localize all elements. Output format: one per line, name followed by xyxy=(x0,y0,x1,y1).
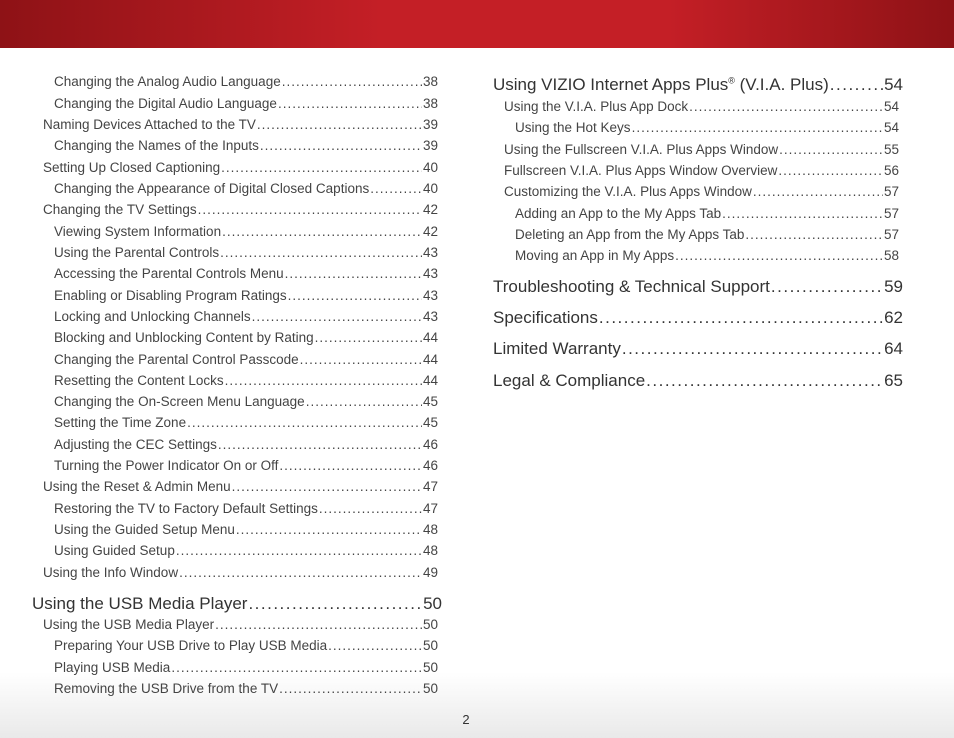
dot-leader xyxy=(282,74,422,89)
toc-page-number: 62 xyxy=(884,308,903,327)
dot-leader xyxy=(220,245,422,260)
dot-leader xyxy=(306,394,422,409)
toc-entry[interactable] xyxy=(43,617,438,634)
dot-leader xyxy=(745,227,883,242)
dot-leader xyxy=(225,373,422,388)
toc-entry[interactable] xyxy=(493,371,903,393)
toc-entry[interactable] xyxy=(504,184,899,201)
dot-leader xyxy=(675,248,883,263)
toc-page-number: 39 xyxy=(422,117,438,132)
toc-page-number: 45 xyxy=(422,415,438,430)
toc-entry-label xyxy=(54,373,224,388)
toc-page-number: 39 xyxy=(422,138,438,153)
toc-entry-text: Using VIZIO Internet Apps Plus xyxy=(493,75,729,94)
dot-leader xyxy=(689,99,883,114)
toc-entry-text: Deleting an App from the My Apps Tab xyxy=(515,227,745,242)
toc-entry-text: Adding an App to the My Apps Tab xyxy=(515,206,722,221)
toc-entry-text: Fullscreen V.I.A. Plus Apps Window Overview xyxy=(504,163,778,178)
toc-entry-label xyxy=(54,224,221,239)
toc-entry[interactable] xyxy=(515,248,899,265)
toc-entry-label xyxy=(54,501,318,516)
toc-entry-label xyxy=(515,248,674,263)
toc-entry[interactable] xyxy=(493,75,903,97)
dot-leader xyxy=(771,277,883,297)
dot-leader xyxy=(215,617,422,632)
dot-leader xyxy=(315,330,422,345)
toc-entry-text: Changing the Parental Control Passcode xyxy=(54,352,299,367)
toc-entry-text: Locking and Unlocking Channels xyxy=(54,309,251,324)
dot-leader xyxy=(248,594,422,614)
toc-entry-label xyxy=(54,266,284,281)
toc-entry-label xyxy=(43,617,214,632)
toc-entry-text: Naming Devices Attached to the TV xyxy=(43,117,256,132)
toc-entry-label xyxy=(54,681,278,696)
dot-leader xyxy=(218,437,422,452)
toc-entry-label xyxy=(54,288,287,303)
dot-leader xyxy=(722,206,883,221)
dot-leader xyxy=(221,160,422,175)
toc-page-number: 38 xyxy=(422,74,438,89)
dot-leader xyxy=(622,339,883,359)
toc-entry-text: Limited Warranty xyxy=(493,339,621,358)
toc-page-number: 64 xyxy=(884,339,903,358)
toc-page-number: 47 xyxy=(422,501,438,516)
dot-leader xyxy=(646,371,883,391)
dot-leader xyxy=(187,415,422,430)
toc-entry[interactable] xyxy=(54,660,438,677)
toc-entry-text: Changing the Names of the Inputs xyxy=(54,138,259,153)
toc-entry-text: Using the Fullscreen V.I.A. Plus Apps Window xyxy=(504,142,779,157)
toc-entry-label xyxy=(54,309,251,324)
toc-page-number: 57 xyxy=(883,227,899,242)
toc-entry-label xyxy=(493,371,645,391)
toc-entry-label xyxy=(504,99,688,114)
toc-entry[interactable] xyxy=(43,117,438,134)
toc-page-number: 43 xyxy=(422,288,438,303)
toc-entry[interactable] xyxy=(54,458,438,475)
dot-leader xyxy=(232,479,422,494)
dot-leader xyxy=(779,142,883,157)
toc-entry[interactable] xyxy=(43,479,438,496)
toc-page-number: 47 xyxy=(422,479,438,494)
toc-entry-text: Blocking and Unblocking Content by Rating xyxy=(54,330,314,345)
toc-entry-label xyxy=(43,565,178,580)
dot-leader xyxy=(328,638,422,653)
toc-entry-text: Using the Parental Controls xyxy=(54,245,220,260)
toc-entry[interactable] xyxy=(43,160,438,177)
dot-leader xyxy=(285,266,422,281)
toc-entry[interactable] xyxy=(54,288,438,305)
toc-entry[interactable] xyxy=(43,202,438,219)
toc-entry-text: Changing the Digital Audio Language xyxy=(54,96,277,111)
toc-entry-text: Changing the Appearance of Digital Closed Captions xyxy=(54,181,370,196)
toc-entry-label xyxy=(493,75,829,95)
toc-entry-text: Using the Hot Keys xyxy=(515,120,631,135)
toc-entry-label xyxy=(54,458,278,473)
toc-entry-label xyxy=(54,543,175,558)
toc-page-number: 48 xyxy=(422,522,438,537)
dot-leader xyxy=(319,501,422,516)
toc-entry-label xyxy=(43,202,197,217)
toc-entry[interactable] xyxy=(54,245,438,262)
toc-entry-label xyxy=(493,277,770,297)
toc-entry-text: Resetting the Content Locks xyxy=(54,373,224,388)
toc-entry-text: Using the USB Media Player xyxy=(32,594,248,613)
toc-page-number: 54 xyxy=(883,99,899,114)
toc-page-number: 50 xyxy=(423,594,442,613)
toc-entry-text: Changing the On-Screen Menu Language xyxy=(54,394,305,409)
toc-entry-text: Accessing the Parental Controls Menu xyxy=(54,266,284,281)
dot-leader xyxy=(257,117,422,132)
toc-entry-text: Using the Info Window xyxy=(43,565,179,580)
toc-entry-text: Preparing Your USB Drive to Play USB Media xyxy=(54,638,328,653)
toc-entry-text: Removing the USB Drive from the TV xyxy=(54,681,279,696)
toc-page-number: 46 xyxy=(422,437,438,452)
toc-entry[interactable] xyxy=(54,501,438,518)
dot-leader xyxy=(179,565,422,580)
dot-leader xyxy=(279,681,422,696)
toc-entry[interactable] xyxy=(32,594,442,616)
toc-entry-label xyxy=(43,117,256,132)
toc-entry-label xyxy=(54,138,259,153)
dot-leader xyxy=(288,288,422,303)
page-number: 2 xyxy=(462,712,470,727)
toc-entry-text: Using the Guided Setup Menu xyxy=(54,522,235,537)
toc-entry-label xyxy=(493,308,598,328)
toc-page-number: 65 xyxy=(884,371,903,390)
toc-entry[interactable] xyxy=(54,138,438,155)
toc-entry[interactable] xyxy=(504,163,899,180)
toc-entry-text-suffix: (V.I.A. Plus) xyxy=(734,75,829,94)
toc-entry-label xyxy=(54,415,186,430)
toc-entry[interactable] xyxy=(54,681,438,698)
toc-entry[interactable] xyxy=(504,99,899,116)
toc-entry-label xyxy=(43,160,220,175)
toc-entry[interactable] xyxy=(515,227,899,244)
toc-page-number: 48 xyxy=(422,543,438,558)
toc-page-number: 44 xyxy=(422,330,438,345)
toc-entry-text: Changing the TV Settings xyxy=(43,202,197,217)
toc-entry-label xyxy=(54,352,299,367)
toc-entry-label xyxy=(504,142,778,157)
toc-page-number: 59 xyxy=(884,277,903,296)
toc-page-number: 42 xyxy=(422,202,438,217)
toc-entry[interactable] xyxy=(54,415,438,432)
toc-page-number: 54 xyxy=(884,75,903,94)
toc-entry-text: Using the USB Media Player xyxy=(43,617,215,632)
toc-entry[interactable] xyxy=(54,373,438,390)
toc-entry-text: Customizing the V.I.A. Plus Apps Window xyxy=(504,184,752,199)
toc-entry-text: Using Guided Setup xyxy=(54,543,175,558)
toc-page-number: 50 xyxy=(422,681,438,696)
toc-entry[interactable] xyxy=(54,266,438,283)
dot-leader xyxy=(279,458,422,473)
toc-page-number: 43 xyxy=(422,309,438,324)
toc-page-number: 49 xyxy=(422,565,438,580)
dot-leader xyxy=(632,120,883,135)
toc-entry[interactable] xyxy=(515,206,899,223)
toc-entry-text: Adjusting the CEC Settings xyxy=(54,437,217,452)
toc-entry[interactable] xyxy=(493,339,903,361)
dot-leader xyxy=(300,352,422,367)
registered-mark: ® xyxy=(728,75,735,86)
dot-leader xyxy=(370,181,422,196)
toc-entry[interactable] xyxy=(43,565,438,582)
toc-entry-text: Setting the Time Zone xyxy=(54,415,187,430)
dot-leader xyxy=(753,184,883,199)
toc-entry-label xyxy=(54,181,369,196)
dot-leader xyxy=(198,202,422,217)
dot-leader xyxy=(171,660,422,675)
toc-entry[interactable] xyxy=(54,74,438,91)
dot-leader xyxy=(236,522,422,537)
toc-page-number: 50 xyxy=(422,617,438,632)
toc-entry-label xyxy=(32,594,247,614)
toc-page-number: 57 xyxy=(883,184,899,199)
toc-page-number: 44 xyxy=(422,352,438,367)
toc-page-number: 44 xyxy=(422,373,438,388)
toc-entry-label xyxy=(504,163,777,178)
toc-entry-text: Setting Up Closed Captioning xyxy=(43,160,221,175)
toc-entry-text: Legal & Compliance xyxy=(493,371,646,390)
toc-page-number: 40 xyxy=(422,160,438,175)
toc-entry-text: Troubleshooting & Technical Support xyxy=(493,277,770,296)
toc-entry-label xyxy=(54,245,219,260)
toc-entry-text: Specifications xyxy=(493,308,598,327)
toc-entry-label xyxy=(54,437,217,452)
toc-page-number: 54 xyxy=(883,120,899,135)
toc-entry[interactable] xyxy=(493,277,903,299)
toc-entry-label xyxy=(504,184,752,199)
toc-entry[interactable] xyxy=(54,437,438,454)
dot-leader xyxy=(252,309,422,324)
dot-leader xyxy=(830,75,883,95)
dot-leader xyxy=(278,96,422,111)
toc-entry-text: Using the Reset & Admin Menu xyxy=(43,479,231,494)
toc-page-number: 57 xyxy=(883,206,899,221)
toc-entry-label xyxy=(515,206,721,221)
toc-page-number: 38 xyxy=(422,96,438,111)
toc-entry[interactable] xyxy=(54,224,438,241)
toc-entry[interactable] xyxy=(54,638,438,655)
toc-entry-label xyxy=(54,522,235,537)
toc-entry-label xyxy=(43,479,231,494)
toc-page-number: 43 xyxy=(422,266,438,281)
toc-entry[interactable] xyxy=(54,543,438,560)
toc-page-number: 42 xyxy=(422,224,438,239)
toc-page-number: 58 xyxy=(883,248,899,263)
toc-entry[interactable] xyxy=(54,309,438,326)
toc-page-number: 50 xyxy=(422,638,438,653)
toc-entry[interactable] xyxy=(54,394,438,411)
toc-entry-label xyxy=(54,96,277,111)
toc-entry[interactable] xyxy=(54,330,438,347)
toc-entry-label xyxy=(54,394,305,409)
toc-entry-label xyxy=(515,120,631,135)
toc-entry-text: Moving an App in My Apps xyxy=(515,248,675,263)
toc-page-number: 43 xyxy=(422,245,438,260)
toc-entry-label xyxy=(515,227,744,242)
toc-page-number: 50 xyxy=(422,660,438,675)
header-bar xyxy=(0,0,954,48)
toc-entry[interactable] xyxy=(504,142,899,159)
toc-entry[interactable] xyxy=(54,96,438,113)
toc-entry-label xyxy=(54,74,281,89)
toc-entry-text: Enabling or Disabling Program Ratings xyxy=(54,288,287,303)
toc-entry[interactable] xyxy=(515,120,899,137)
toc-entry-text: Playing USB Media xyxy=(54,660,171,675)
toc-entry[interactable] xyxy=(54,352,438,369)
toc-entry-text: Using the V.I.A. Plus App Dock xyxy=(504,99,689,114)
toc-entry-label xyxy=(54,638,327,653)
toc-entry[interactable] xyxy=(493,308,903,330)
toc-entry[interactable] xyxy=(54,522,438,539)
dot-leader xyxy=(599,308,883,328)
toc-entry-label xyxy=(493,339,621,359)
dot-leader xyxy=(260,138,422,153)
toc-entry-text: Viewing System Information xyxy=(54,224,222,239)
toc-page-number: 40 xyxy=(422,181,438,196)
toc-entry-text: Turning the Power Indicator On or Off xyxy=(54,458,279,473)
toc-entry[interactable] xyxy=(54,181,438,198)
toc-entry-label xyxy=(54,330,314,345)
toc-entry-text: Changing the Analog Audio Language xyxy=(54,74,281,89)
dot-leader xyxy=(222,224,422,239)
toc-entry-text: Restoring the TV to Factory Default Settings xyxy=(54,501,318,516)
toc-page-number: 46 xyxy=(422,458,438,473)
dot-leader xyxy=(778,163,883,178)
toc-page-number: 56 xyxy=(883,163,899,178)
toc-page-number: 55 xyxy=(883,142,899,157)
toc-entry-label xyxy=(54,660,170,675)
toc-page-number: 45 xyxy=(422,394,438,409)
dot-leader xyxy=(176,543,422,558)
